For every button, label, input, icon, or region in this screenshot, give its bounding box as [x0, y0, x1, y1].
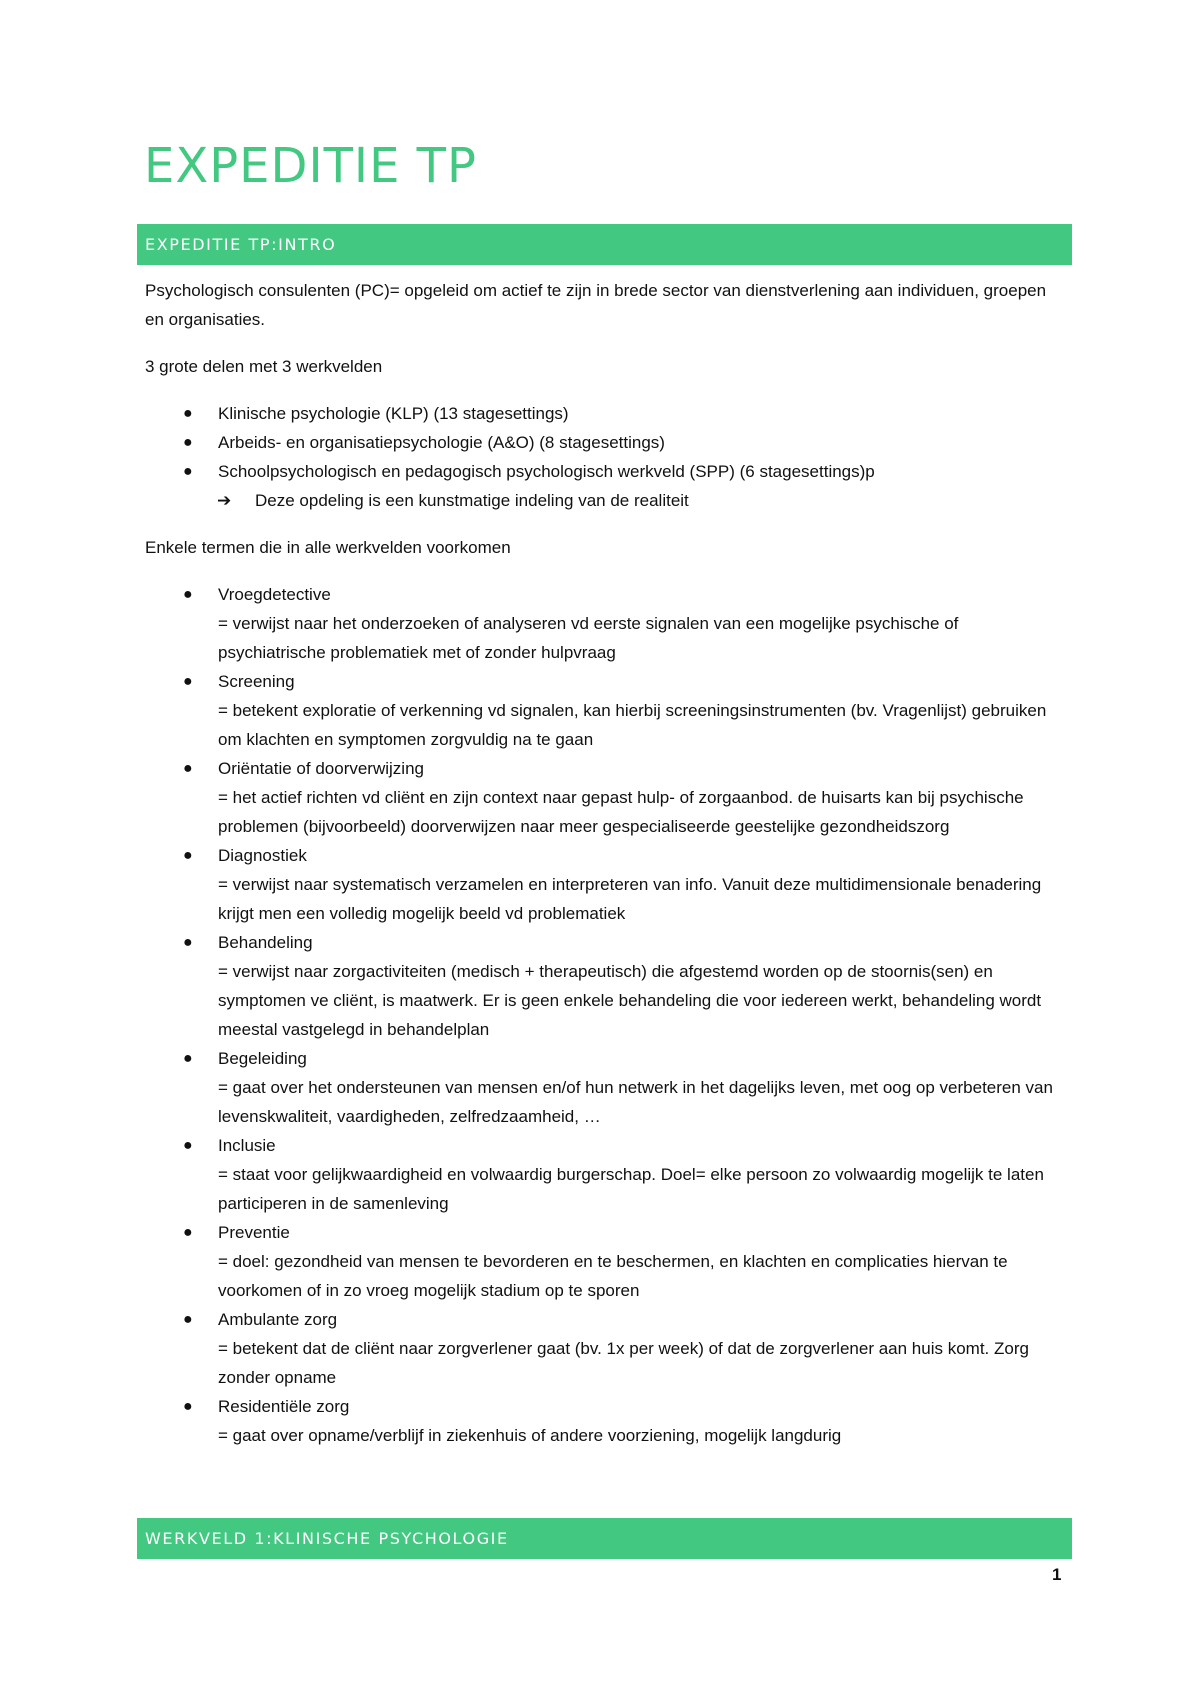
bullet-icon: ● — [183, 847, 193, 864]
term-name: Preventie — [218, 1223, 290, 1242]
term-definition: = staat voor gelijkwaardigheid en volwaardig burgerschap. Doel= elke persoon zo volwaardig mogelijk te laten participeren in de samenleving — [218, 1165, 1044, 1213]
field-list — [145, 399, 1065, 486]
terms-list — [145, 580, 1065, 1450]
page-number: 1 — [1052, 1565, 1062, 1584]
bullet-icon: ● — [183, 463, 193, 480]
pc-definition: Psychologisch consulenten (PC)= opgeleid om actief te zijn in brede sector van dienstverlening aan individuen, groepen en organisaties. — [145, 281, 1047, 329]
list-item — [145, 928, 1065, 1044]
term-definition: = gaat over opname/verblijf in ziekenhuis of andere voorziening, mogelijk langdurig — [218, 1426, 842, 1445]
bullet-icon: ● — [183, 1224, 193, 1241]
bullet-icon: ● — [183, 1137, 193, 1154]
bullet-icon: ● — [183, 405, 193, 422]
list-item — [145, 841, 1065, 928]
bullet-icon: ● — [183, 760, 193, 777]
term-definition: = verwijst naar het onderzoeken of analyseren vd eerste signalen van een mogelijke psychische of psychiatrische problematiek met of zonder hulpvraag — [218, 614, 959, 662]
document-title: EXPEDITIE TP — [144, 138, 477, 194]
section-heading-werkveld-1 — [137, 1518, 1072, 1559]
term-name: Behandeling — [218, 933, 313, 952]
list-item: ● Schoolpsychologisch en pedagogisch psychologisch werkveld (SPP) (6 stagesettings)p — [145, 457, 1065, 486]
term-name: Screening — [218, 672, 295, 691]
section-heading-intro-label: EXPEDITIE TP:INTRO — [145, 235, 337, 254]
section-heading-intro — [137, 224, 1072, 265]
list-item — [145, 667, 1065, 754]
term-name: Begeleiding — [218, 1049, 307, 1068]
term-name: Ambulante zorg — [218, 1310, 338, 1329]
bullet-icon: ● — [183, 934, 193, 951]
term-definition: = betekent exploratie of verkenning vd signalen, kan hierbij screeningsinstrumenten (bv. Vragenlijst) gebruiken om klachten en symptomen zorgvuldig na te gaan — [218, 701, 1047, 749]
arrow-note: ➔ Deze opdeling is een kunstmatige indeling van de realiteit — [145, 486, 1065, 515]
list-item — [145, 580, 1065, 667]
list-item — [145, 1044, 1065, 1131]
term-definition: = verwijst naar systematisch verzamelen en interpreteren van info. Vanuit deze multidimensionale benadering krijgt men een volledig mogelijk beeld vd problematiek — [218, 875, 1042, 923]
term-name: Residentiële zorg — [218, 1397, 350, 1416]
list-item — [145, 1131, 1065, 1218]
term-name: Vroegdetective — [218, 585, 331, 604]
bullet-icon: ● — [183, 434, 193, 451]
list-item — [145, 1218, 1065, 1305]
term-definition: = doel: gezondheid van mensen te bevorderen en te beschermen, en klachten en complicaties hiervan te voorkomen of in zo vroeg mogelijk stadium op te sporen — [218, 1252, 1008, 1300]
term-name: Diagnostiek — [218, 846, 307, 865]
bullet-icon: ● — [183, 1050, 193, 1067]
bullet-icon: ● — [183, 673, 193, 690]
terms-heading: Enkele termen die in alle werkvelden voorkomen — [145, 538, 511, 557]
term-name: Oriëntatie of doorverwijzing — [218, 759, 424, 778]
list-item — [145, 1392, 1065, 1450]
list-item: ● Klinische psychologie (KLP) (13 stagesettings) — [145, 399, 1065, 428]
term-definition: = het actief richten vd cliënt en zijn context naar gepast hulp- of zorgaanbod. de huisarts kan bij psychische problemen (bijvoorbeeld) doorverwijzen naar meer gespecialiseerde geestelijke gezondheidszorg — [218, 788, 1024, 836]
term-definition: = verwijst naar zorgactiviteiten (medisch + therapeutisch) die afgestemd worden op de stoornis(sen) en symptomen ve cliënt, is maatwerk. Er is geen enkele behandeling die voor iedereen werkt, behandeling wordt meestal vastgelegd in behandelplan — [218, 962, 1042, 1039]
parts-heading: 3 grote delen met 3 werkvelden — [145, 357, 383, 376]
arrow-right-icon: ➔ — [217, 491, 232, 510]
bullet-icon: ● — [183, 586, 193, 603]
bullet-icon: ● — [183, 1398, 193, 1415]
term-definition: = betekent dat de cliënt naar zorgverlener gaat (bv. 1x per week) of dat de zorgverlener aan huis komt. Zorg zonder opname — [218, 1339, 1029, 1387]
section-heading-werkveld-1-label: WERKVELD 1:KLINISCHE PSYCHOLOGIE — [145, 1529, 509, 1548]
list-item — [145, 754, 1065, 841]
term-name: Inclusie — [218, 1136, 276, 1155]
intro-content — [145, 276, 1065, 1450]
bullet-icon: ● — [183, 1311, 193, 1328]
list-item — [145, 1305, 1065, 1392]
term-definition: = gaat over het ondersteunen van mensen en/of hun netwerk in het dagelijks leven, met oog op verbeteren van levenskwaliteit, vaardigheden, zelfredzaamheid, … — [218, 1078, 1053, 1126]
list-item: ● Arbeids- en organisatiepsychologie (A&O) (8 stagesettings) — [145, 428, 1065, 457]
